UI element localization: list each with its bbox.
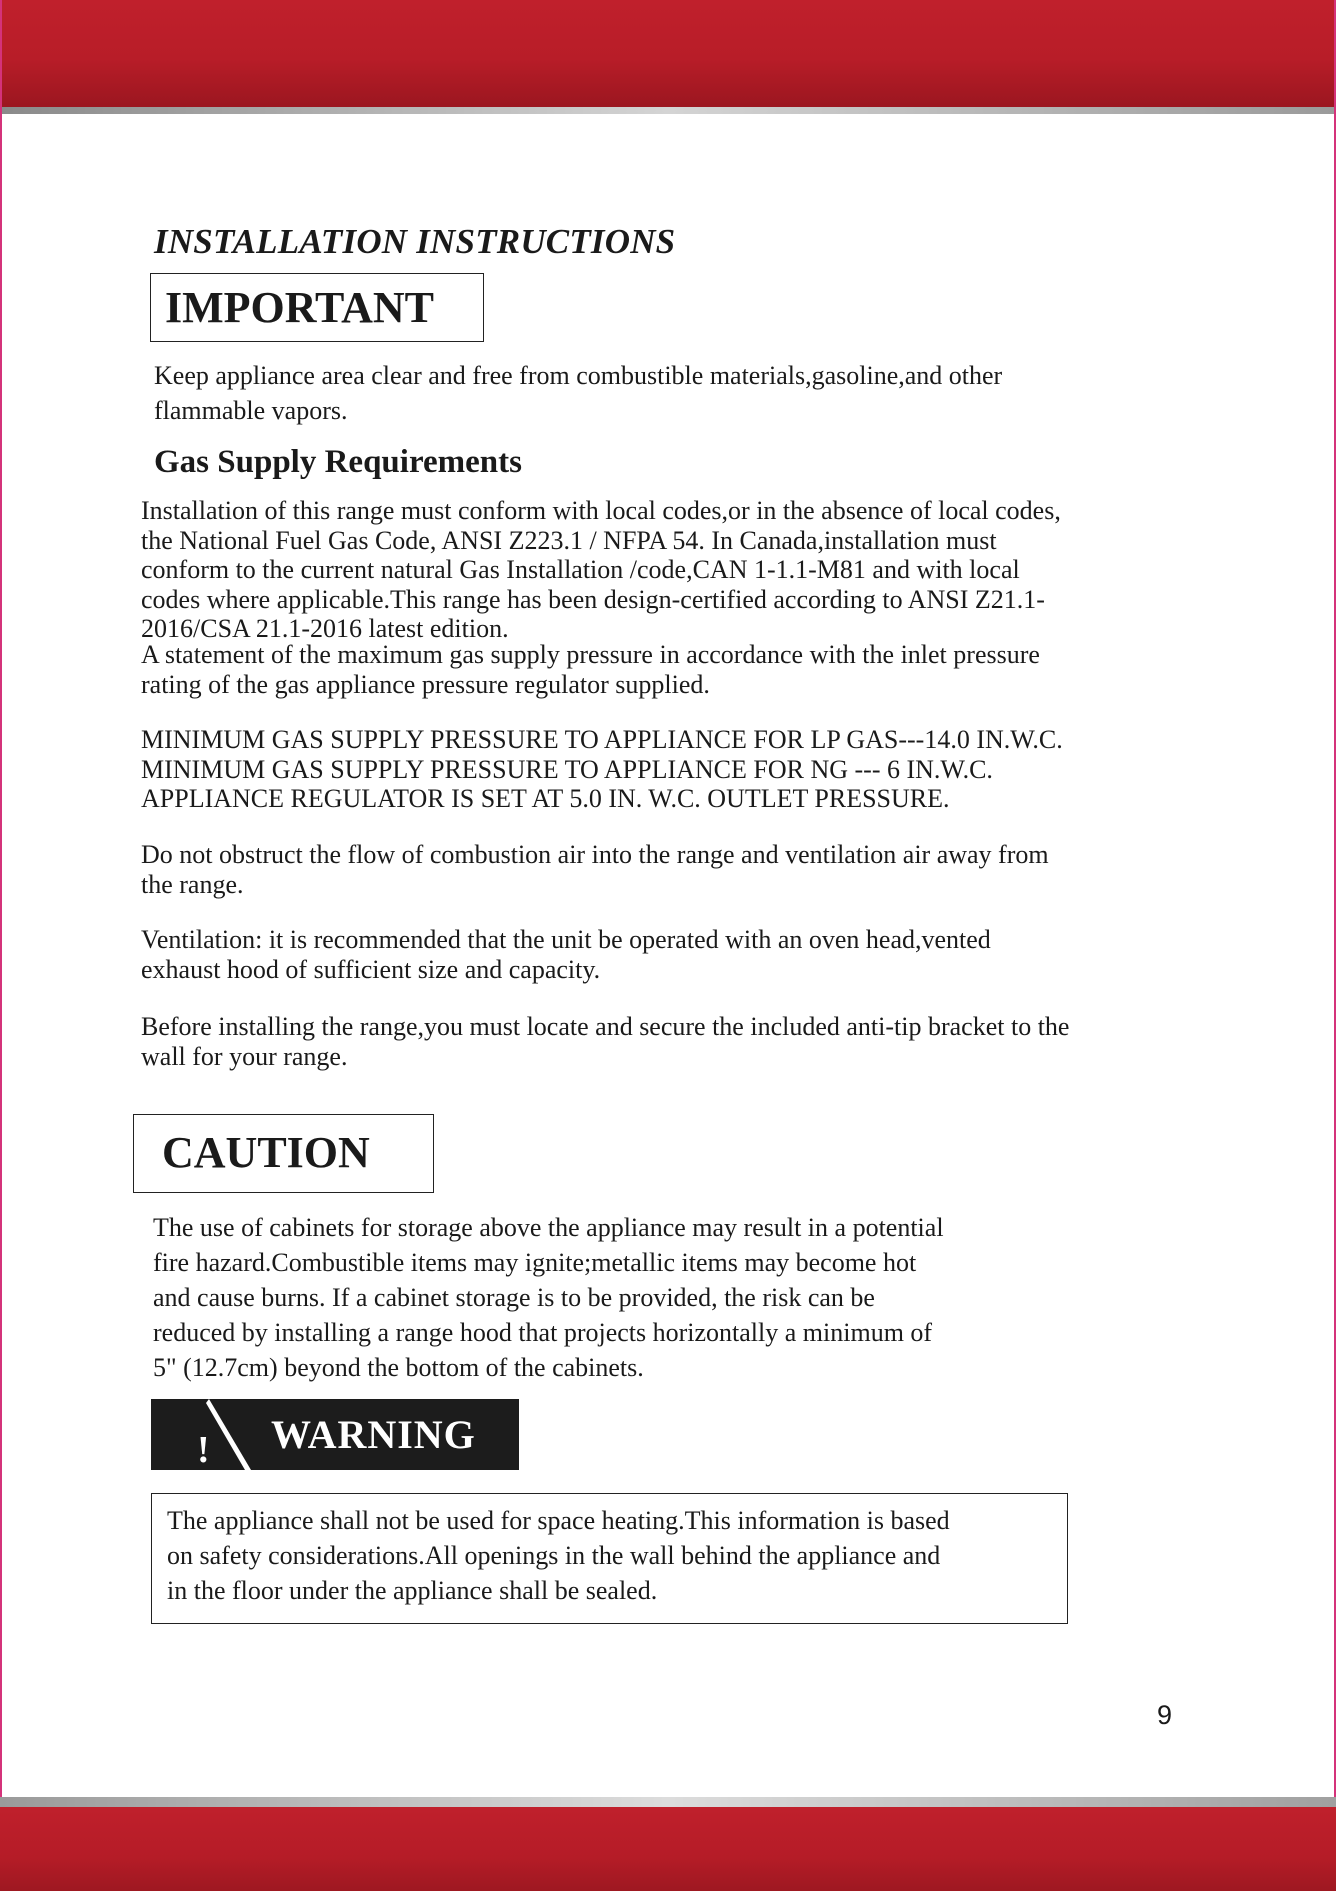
ventilation-paragraph [141,925,1201,984]
warning-line: in the floor under the appliance shall be sealed. [167,1576,658,1605]
pressure-line: MINIMUM GAS SUPPLY PRESSURE TO APPLIANCE FOR NG --- 6 IN.W.C. [141,754,993,784]
statement-paragraph [141,640,1201,699]
gas-supply-heading: Gas Supply Requirements [154,444,522,480]
obstruct-line: the range. [141,869,244,899]
pressure-paragraph [141,725,1201,814]
installation-line: 2016/CSA 21.1-2016 latest edition. [141,614,509,643]
ventilation-line: exhaust hood of sufficient size and capacity. [141,954,601,984]
footer-rule [0,1797,1336,1807]
important-label-box [150,273,484,342]
header-rule [0,107,1336,114]
warning-badge [151,1399,519,1470]
pressure-line: MINIMUM GAS SUPPLY PRESSURE TO APPLIANCE FOR LP GAS---14.0 IN.W.C. [141,725,1063,754]
caution-text [153,1210,1073,1385]
installation-paragraph [141,496,1201,644]
caution-line: reduced by installing a range hood that projects horizontally a minimum of [153,1318,933,1347]
warning-line: The appliance shall not be used for space heating.This information is based [167,1506,950,1535]
caution-line: fire hazard.Combustible items may ignite;metallic items may become hot [153,1248,917,1277]
footer-band [0,1807,1336,1891]
statement-line: A statement of the maximum gas supply pressure in accordance with the inlet pressure [141,640,1040,669]
caution-line: 5" (12.7cm) beyond the bottom of the cabinets. [153,1353,644,1382]
caution-line: and cause burns. If a cabinet storage is to be provided, the risk can be [153,1283,875,1312]
installation-line: the National Fuel Gas Code, ANSI Z223.1 / NFPA 54. In Canada,installation must [141,525,997,555]
statement-line: rating of the gas appliance pressure regulator supplied. [141,669,710,699]
header-band [0,0,1336,107]
warning-label: WARNING [271,1412,476,1457]
warning-exclamation: ! [197,1429,210,1470]
anti-tip-paragraph [141,1012,1201,1071]
important-line: flammable vapors. [154,396,348,425]
installation-line: Installation of this range must conform with local codes,or in the absence of local codes, [141,496,1061,525]
obstruct-line: Do not obstruct the flow of combustion air into the range and ventilation air away from [141,840,1049,869]
section-heading: INSTALLATION INSTRUCTIONS [154,222,676,261]
anti-tip-line: wall for your range. [141,1041,348,1071]
important-text [154,358,1164,428]
page-edge-left [0,0,2,1891]
warning-line: on safety considerations.All openings in the wall behind the appliance and [167,1541,941,1570]
important-label: IMPORTANT [165,283,434,332]
caution-label: CAUTION [162,1128,370,1177]
installation-line: codes where applicable.This range has been design-certified according to ANSI Z21.1- [141,584,1045,614]
pressure-line: APPLIANCE REGULATOR IS SET AT 5.0 IN. W.C. OUTLET PRESSURE. [141,784,950,813]
ventilation-line: Ventilation: it is recommended that the unit be operated with an oven head,vented [141,925,991,954]
warning-text-box [151,1493,1068,1624]
caution-label-box [133,1114,434,1193]
important-line: Keep appliance area clear and free from combustible materials,gasoline,and other [154,361,1003,390]
installation-line: conform to the current natural Gas Installation /code,CAN 1-1.1-M81 and with local [141,555,1020,584]
obstruct-paragraph [141,840,1201,899]
page-number: 9 [1157,1700,1173,1730]
anti-tip-line: Before installing the range,you must locate and secure the included anti-tip bracket to the [141,1012,1070,1041]
caution-line: The use of cabinets for storage above the appliance may result in a potential [153,1213,944,1242]
